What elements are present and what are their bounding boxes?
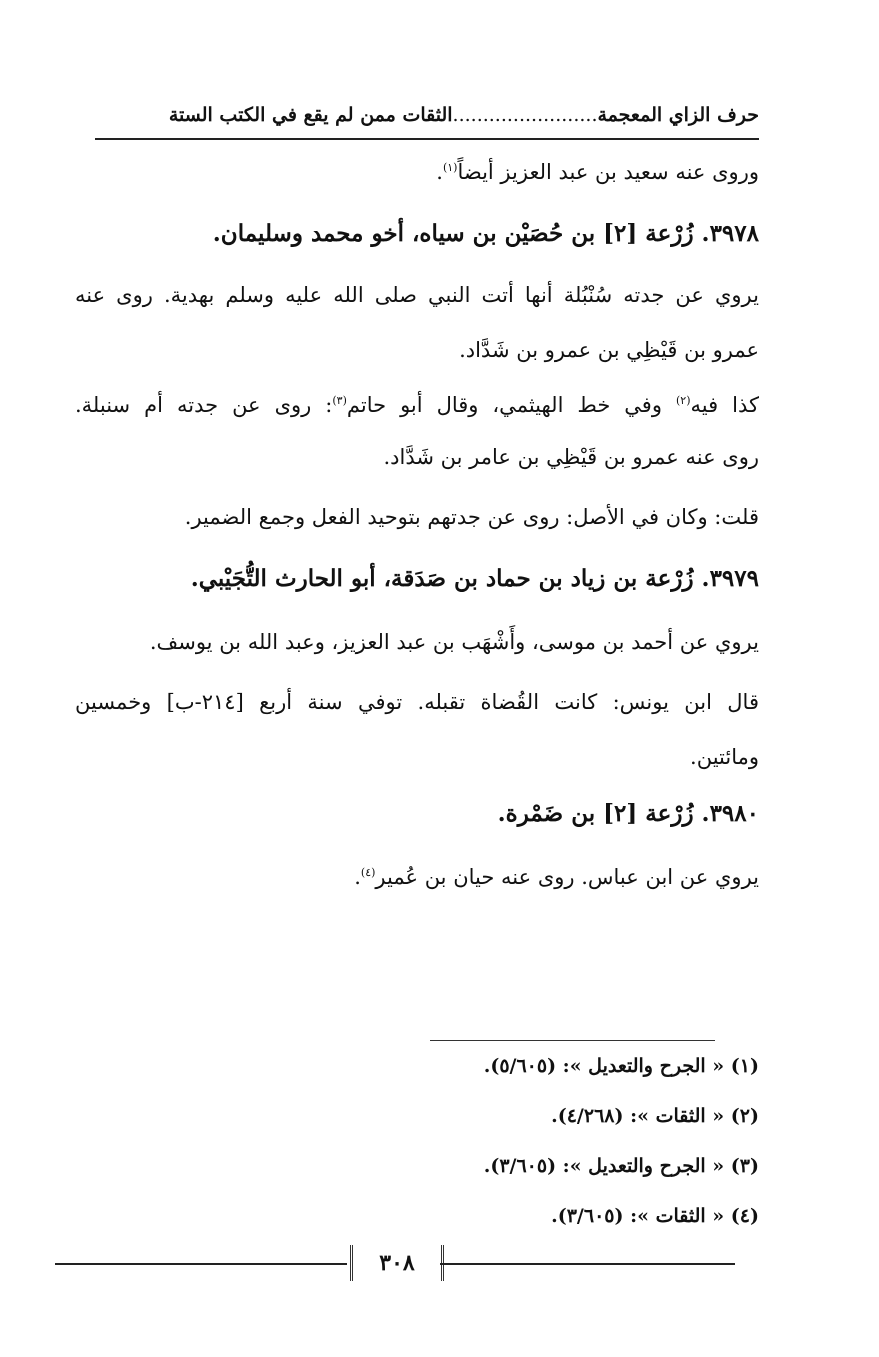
text-line: روى عنه عمرو بن قَيْظِي بن عامر بن شَدَّاد. [383, 445, 759, 469]
footnote-ref: (٢) [675, 394, 691, 407]
header-book-title: الثقات ممن لم يقع في الكتب الستة [168, 104, 453, 126]
text-line: يروي عن أحمد بن موسى، وأَشْهَب بن عبد العزيز، وعبد الله بن يوسف. [149, 630, 759, 654]
footnote-ref: (٤) [360, 866, 376, 879]
text-line: كذا فيه$^{(٢)}$ وفي خط الهيثمي، وقال أبو حاتم$^{(٣)}$: روى عن جدته أم سنبلة. [75, 393, 759, 417]
text-line: ومائتين. [690, 745, 759, 769]
text-line: قلت: وكان في الأصل: روى عن جدتهم بتوحيد الفعل وجمع الضمير. [184, 505, 759, 529]
footnote-ref: (١) [442, 161, 458, 174]
header-rule [95, 138, 759, 140]
entry-heading-3978: ٣٩٧٨. زُرْعة [٢] بن حُصَيْن بن سياه، أخو محمد وسليمان. [212, 220, 759, 247]
entry-heading-3980: ٣٩٨٠. زُرْعة [٢] بن ضَمْرة. [497, 800, 759, 827]
text-line: وروى عنه سعيد بن عبد العزيز أيضاً$^{(١)}$. [436, 160, 759, 184]
footnote: (٣) « الجرح والتعديل »: (٣/٦٠٥). [483, 1155, 759, 1177]
entry-heading-3979: ٣٩٧٩. زُرْعة بن زياد بن حماد بن صَدَقة، أبو الحارث التُّجَيْبي. [190, 565, 759, 592]
text-line: قال ابن يونس: كانت القُضاة تقبله. توفي سنة أربع [٢١٤-ب] وخمسين [75, 690, 759, 714]
footnote: (٢) « الثقات »: (٤/٢٦٨). [551, 1105, 759, 1127]
page-number: ٣٠٨ [350, 1245, 444, 1281]
running-header [95, 95, 759, 135]
text-line: يروي عن جدته سُنْبُلة أنها أتت النبي صلى الله عليه وسلم بهدية. روى عنه [75, 283, 759, 307]
footnote: (٤) « الثقات »: (٣/٦٠٥). [551, 1205, 759, 1227]
footnote: (١) « الجرح والتعديل »: (٥/٦٠٥). [483, 1055, 759, 1077]
footer-rule [440, 1263, 735, 1265]
text-line: عمرو بن قَيْظِي بن عمرو بن شَدَّاد. [459, 338, 759, 362]
footer-rule [55, 1263, 347, 1265]
header-dots: ........................ [452, 104, 598, 126]
footnote-ref: (٣) [332, 394, 347, 407]
header-chapter: حرف الزاي المعجمة [597, 104, 759, 126]
footnote-separator [430, 1040, 715, 1041]
text-line: يروي عن ابن عباس. روى عنه حيان بن عُمير$^{(٤)}$. [354, 865, 759, 889]
